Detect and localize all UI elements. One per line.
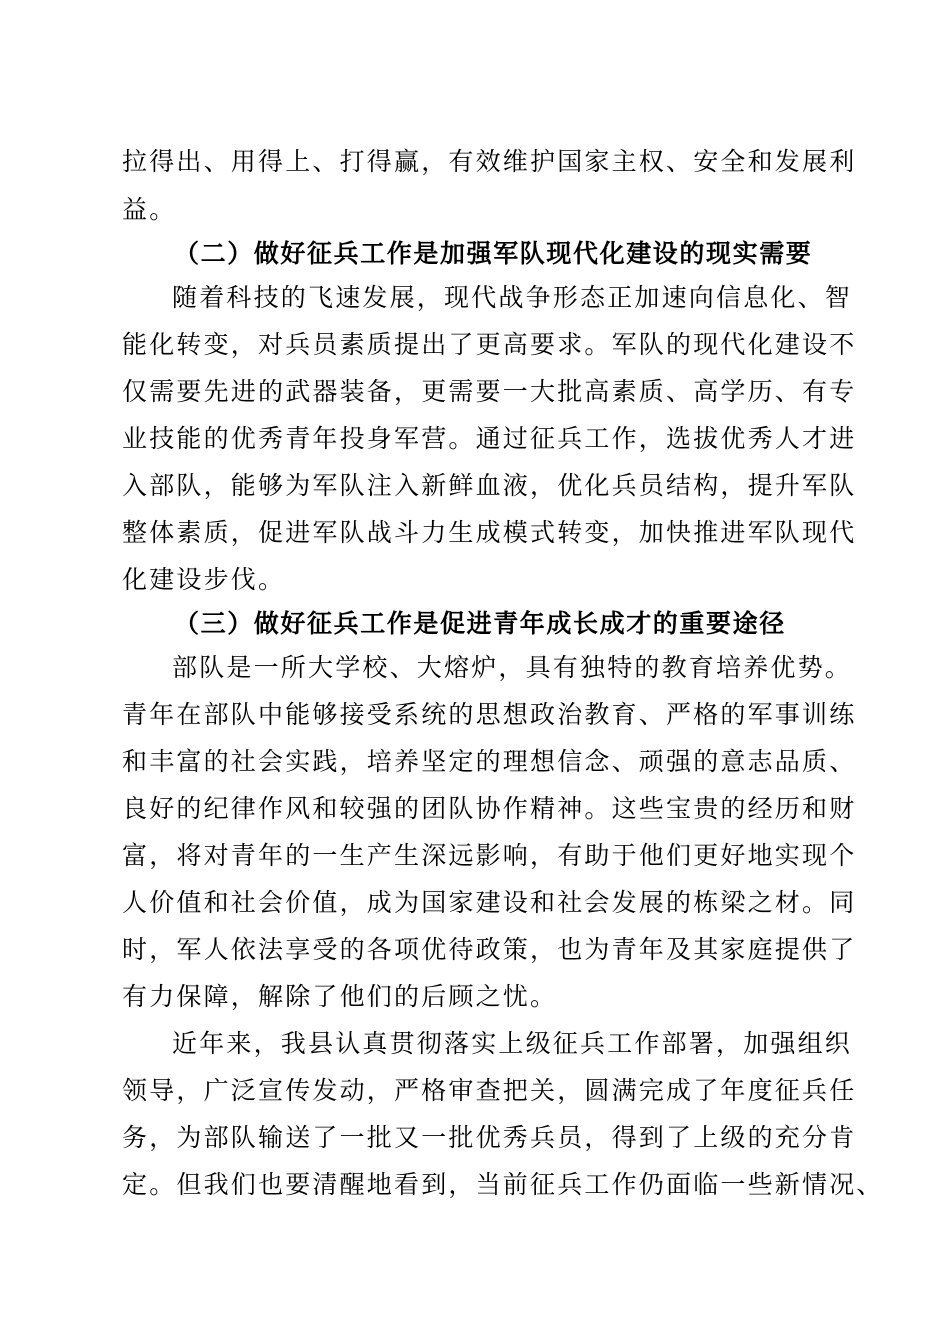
text-line: 拉得出、用得上、打得赢，有效维护国家主权、安全和发展利 [122, 147, 857, 176]
text-line: 仅需要先进的武器装备，更需要一大批高素质、高学历、有专 [122, 377, 857, 406]
text-line: 入部队，能够为军队注入新鲜血液，优化兵员结构，提升军队 [122, 471, 857, 500]
paragraph-first-line: 近年来，我县认真贯彻落实上级征兵工作部署，加强组织 [172, 1029, 853, 1058]
text-line: 青年在部队中能够接受系统的思想政治教育、严格的军事训练 [122, 700, 857, 729]
text-line: 人价值和社会价值，成为国家建设和社会发展的栋梁之材。同 [122, 888, 857, 917]
paragraph-first-line: 随着科技的飞速发展，现代战争形态正加速向信息化、智 [172, 283, 853, 312]
text-line: 业技能的优秀青年投身军营。通过征兵工作，选拔优秀人才进 [122, 424, 857, 453]
text-line: 时，军人依法享受的各项优待政策，也为青年及其家庭提供了 [122, 935, 857, 964]
text-line: 和丰富的社会实践，培养坚定的理想信念、顽强的意志品质、 [122, 747, 857, 776]
text-line: 领导，广泛宣传发动，严格审查把关，圆满完成了年度征兵任 [122, 1076, 857, 1105]
text-line: 有力保障，解除了他们的后顾之忧。 [122, 982, 558, 1011]
text-line: 富，将对青年的一生产生深远影响，有助于他们更好地实现个 [122, 841, 857, 870]
paragraph-first-line: 部队是一所大学校、大熔炉，具有独特的教育培养优势。 [172, 653, 853, 682]
text-line: 定。但我们也要清醒地看到，当前征兵工作仍面临一些新情况、 [122, 1170, 884, 1199]
text-line: 良好的纪律作风和较强的团队协作精神。这些宝贵的经历和财 [122, 794, 857, 823]
text-line: 能化转变，对兵员素质提出了更高要求。军队的现代化建设不 [122, 330, 857, 359]
section-heading-2: （二）做好征兵工作是加强军队现代化建设的现实需要 [174, 239, 813, 268]
section-heading-3: （三）做好征兵工作是促进青年成长成才的重要途径 [174, 609, 786, 638]
text-line: 益。 [122, 195, 177, 224]
text-line: 整体素质，促进军队战斗力生成模式转变，加快推进军队现代 [122, 518, 857, 547]
text-line: 务，为部队输送了一批又一批优秀兵员，得到了上级的充分肯 [122, 1123, 857, 1152]
text-line: 化建设步伐。 [122, 565, 286, 594]
